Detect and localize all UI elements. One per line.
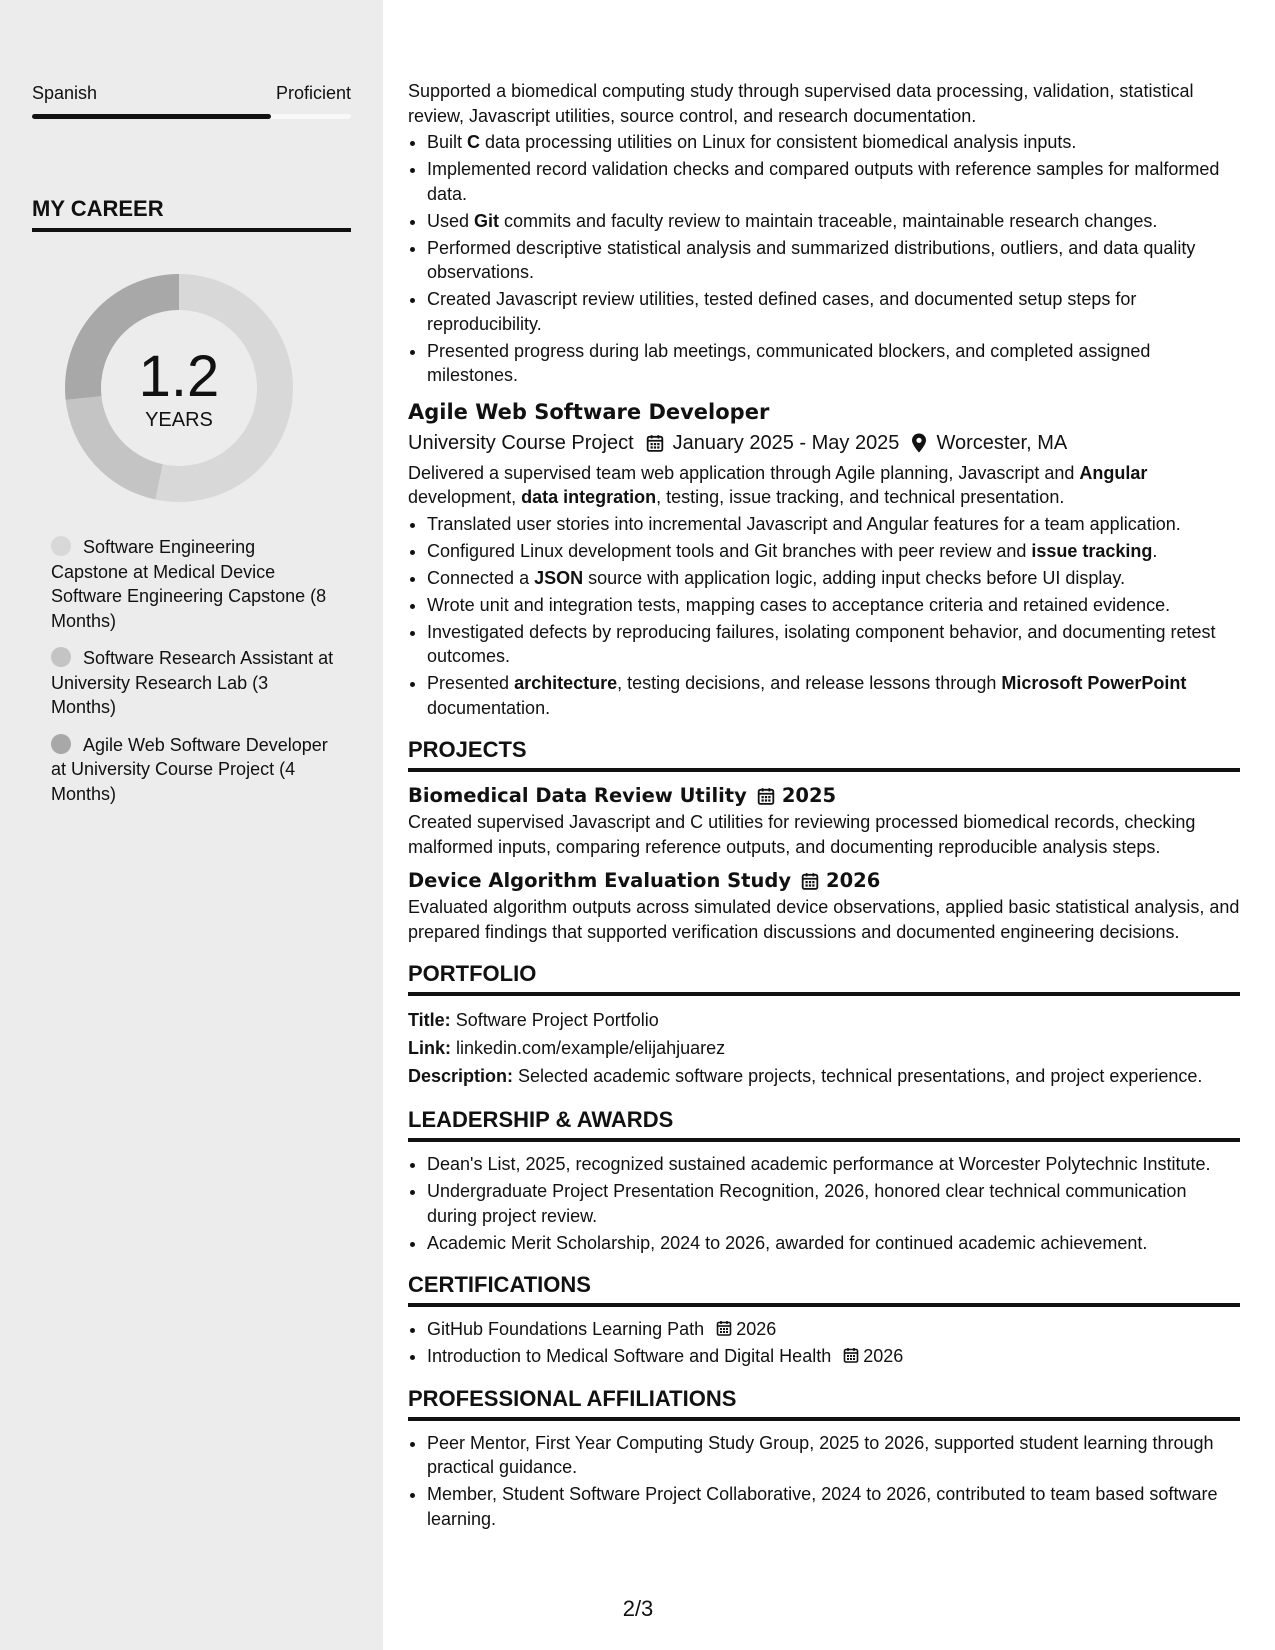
job-bullet: • Configured Linux development tools and Git branches with peer review and issue tracking. xyxy=(427,539,1240,564)
certification-item xyxy=(427,1344,1240,1369)
projects-heading: PROJECTS xyxy=(408,736,1240,772)
job-bullets xyxy=(408,512,1240,721)
portfolio-title: Software Project Portfolio xyxy=(455,1010,659,1030)
project-title: Device Algorithm Evaluation Study xyxy=(408,869,792,892)
certification-year: 2026 xyxy=(863,1346,904,1366)
project-year: 2026 xyxy=(826,869,881,892)
project-item xyxy=(408,867,1240,944)
legend-dot-icon xyxy=(51,734,71,754)
career-legend-text: Agile Web Software Developer at University Course Project (4 Months) xyxy=(51,734,328,804)
project-description: Created supervised Javascript and C utilities for reviewing processed biomedical records, checking malformed inputs, comparing reference outputs, and documenting reproducible analysis steps. xyxy=(408,812,1196,857)
research-bullet: • Created Javascript review utilities, tested defined cases, and documented setup steps for reproducibility. xyxy=(427,287,1240,336)
certification-name: GitHub Foundations Learning Path xyxy=(427,1319,705,1339)
award-item: • Dean's List, 2025, recognized sustained academic performance at Worcester Polytechnic Institute. xyxy=(427,1152,1240,1177)
award-item: • Undergraduate Project Presentation Recognition, 2026, honored clear technical communication during project review. xyxy=(427,1179,1240,1228)
affiliation-item: • Peer Mentor, First Year Computing Study Group, 2025 to 2026, supported student learning through practical guidance. xyxy=(427,1431,1240,1480)
bold-keyword: Microsoft PowerPoint xyxy=(1001,673,1187,693)
portfolio-link[interactable]: linkedin.com/example/elijahjuarez xyxy=(456,1038,726,1058)
calendar-icon xyxy=(646,433,664,453)
research-bullet: • Built C data processing utilities on Linux for consistent biomedical analysis inputs. xyxy=(427,130,1240,155)
research-bullets xyxy=(408,130,1240,388)
language-proficiency-fill xyxy=(32,114,271,119)
bold-keyword: C xyxy=(467,132,481,152)
legend-dot-icon xyxy=(51,536,71,556)
career-legend-item xyxy=(51,535,336,633)
bold-keyword: JSON xyxy=(534,567,584,588)
legend-dot-icon xyxy=(51,647,71,667)
career-total-value: 1.2 xyxy=(138,344,220,409)
job-meta xyxy=(408,429,1240,457)
awards-heading: LEADERSHIP & AWARDS xyxy=(408,1106,1240,1142)
certification-name: Introduction to Medical Software and Digital Health xyxy=(427,1346,832,1366)
calendar-icon xyxy=(843,1346,859,1364)
affiliations-list xyxy=(408,1431,1240,1532)
career-legend-item xyxy=(51,733,336,807)
affiliations-heading: PROFESSIONAL AFFILIATIONS xyxy=(408,1385,1240,1421)
research-bullet: • Used Git commits and faculty review to maintain traceable, maintainable research changes. xyxy=(427,209,1240,234)
location-pin-icon xyxy=(911,433,927,453)
project-description: Evaluated algorithm outputs across simulated device observations, applied basic statistical analysis, and prepared findings that supported verification discussions and documented engineering decisions. xyxy=(408,897,1240,942)
job-bullet: • Translated user stories into incremental Javascript and Angular features for a team application. xyxy=(427,512,1240,537)
awards-list xyxy=(408,1152,1240,1255)
portfolio-link-label: Link: xyxy=(408,1038,451,1058)
career-legend-item xyxy=(51,646,336,720)
bold-keyword: Angular xyxy=(1079,462,1148,483)
career-legend-text: Software Engineering Capstone at Medical Device Software Engineering Capstone (8 Months) xyxy=(51,537,327,631)
certification-year: 2026 xyxy=(736,1319,777,1339)
research-bullet: • Implemented record validation checks and compared outputs with reference samples for malformed data. xyxy=(427,157,1240,206)
career-total-unit: YEARS xyxy=(145,409,213,431)
job-bullet: • Wrote unit and integration tests, mapping cases to acceptance criteria and retained evidence. xyxy=(427,593,1240,618)
project-title: Biomedical Data Review Utility xyxy=(408,784,747,807)
certifications-heading: CERTIFICATIONS xyxy=(408,1271,1240,1307)
job-dates: January 2025 - May 2025 xyxy=(672,431,900,454)
job-bullet: • Presented architecture, testing decisions, and release lessons through Microsoft PowerPoint documentation. xyxy=(427,671,1240,720)
portfolio-heading: PORTFOLIO xyxy=(408,960,1240,996)
career-legend xyxy=(51,535,336,819)
job-bullet: • Connected a JSON source with application logic, adding input checks before UI display. xyxy=(427,566,1240,591)
bold-keyword: Git xyxy=(474,210,500,231)
project-year: 2025 xyxy=(781,784,837,807)
sidebar xyxy=(0,0,383,1650)
research-bullet: • Presented progress during lab meetings, communicated blockers, and completed assigned milestones. xyxy=(427,339,1240,388)
career-legend-text: Software Research Assistant at University Research Lab (3 Months) xyxy=(51,648,334,717)
language-name: Spanish xyxy=(32,83,98,103)
calendar-icon xyxy=(757,786,775,806)
portfolio-description-row xyxy=(408,1062,1240,1090)
bold-keyword: data integration xyxy=(521,487,657,507)
portfolio-title-row xyxy=(408,1006,1240,1034)
main-content xyxy=(408,79,1240,1534)
affiliation-item: • Member, Student Software Project Collaborative, 2024 to 2026, contributed to team based software learning. xyxy=(427,1482,1240,1531)
certifications-list xyxy=(408,1317,1240,1369)
research-bullet: • Performed descriptive statistical analysis and summarized distributions, outliers, and data quality observations. xyxy=(427,236,1240,285)
bold-keyword: issue tracking xyxy=(1031,540,1153,561)
job-summary: Delivered a supervised team web application through Agile planning, Javascript and Angular development, data integration, testing, issue tracking, and technical presentation. xyxy=(408,462,1148,507)
portfolio-title-label: Title: xyxy=(408,1010,451,1030)
job-company: University Course Project xyxy=(408,431,634,454)
calendar-icon xyxy=(716,1319,732,1337)
research-summary: Supported a biomedical computing study through supervised data processing, validation, statistical review, Javascript utilities, source control, and research documentation. xyxy=(408,81,1194,126)
portfolio-description: Selected academic software projects, technical presentations, and project experience. xyxy=(518,1066,1203,1086)
language-proficiency-bar xyxy=(32,114,351,119)
award-item: • Academic Merit Scholarship, 2024 to 2026, awarded for continued academic achievement. xyxy=(427,1231,1240,1256)
portfolio-description-label: Description: xyxy=(408,1066,514,1086)
portfolio-link-row xyxy=(408,1034,1240,1062)
certification-item xyxy=(427,1317,1240,1342)
calendar-icon xyxy=(801,871,819,891)
language-level: Proficient xyxy=(275,83,351,103)
page-number: 2/3 xyxy=(622,1596,654,1621)
project-item xyxy=(408,782,1240,859)
job-location: Worcester, MA xyxy=(936,431,1068,454)
career-heading: MY CAREER xyxy=(32,196,351,232)
job-bullet: • Investigated defects by reproducing failures, isolating component behavior, and documenting retest outcomes. xyxy=(427,620,1240,669)
language-row xyxy=(32,82,351,104)
bold-keyword: architecture xyxy=(514,673,618,693)
job-title: Agile Web Software Developer xyxy=(408,399,770,424)
